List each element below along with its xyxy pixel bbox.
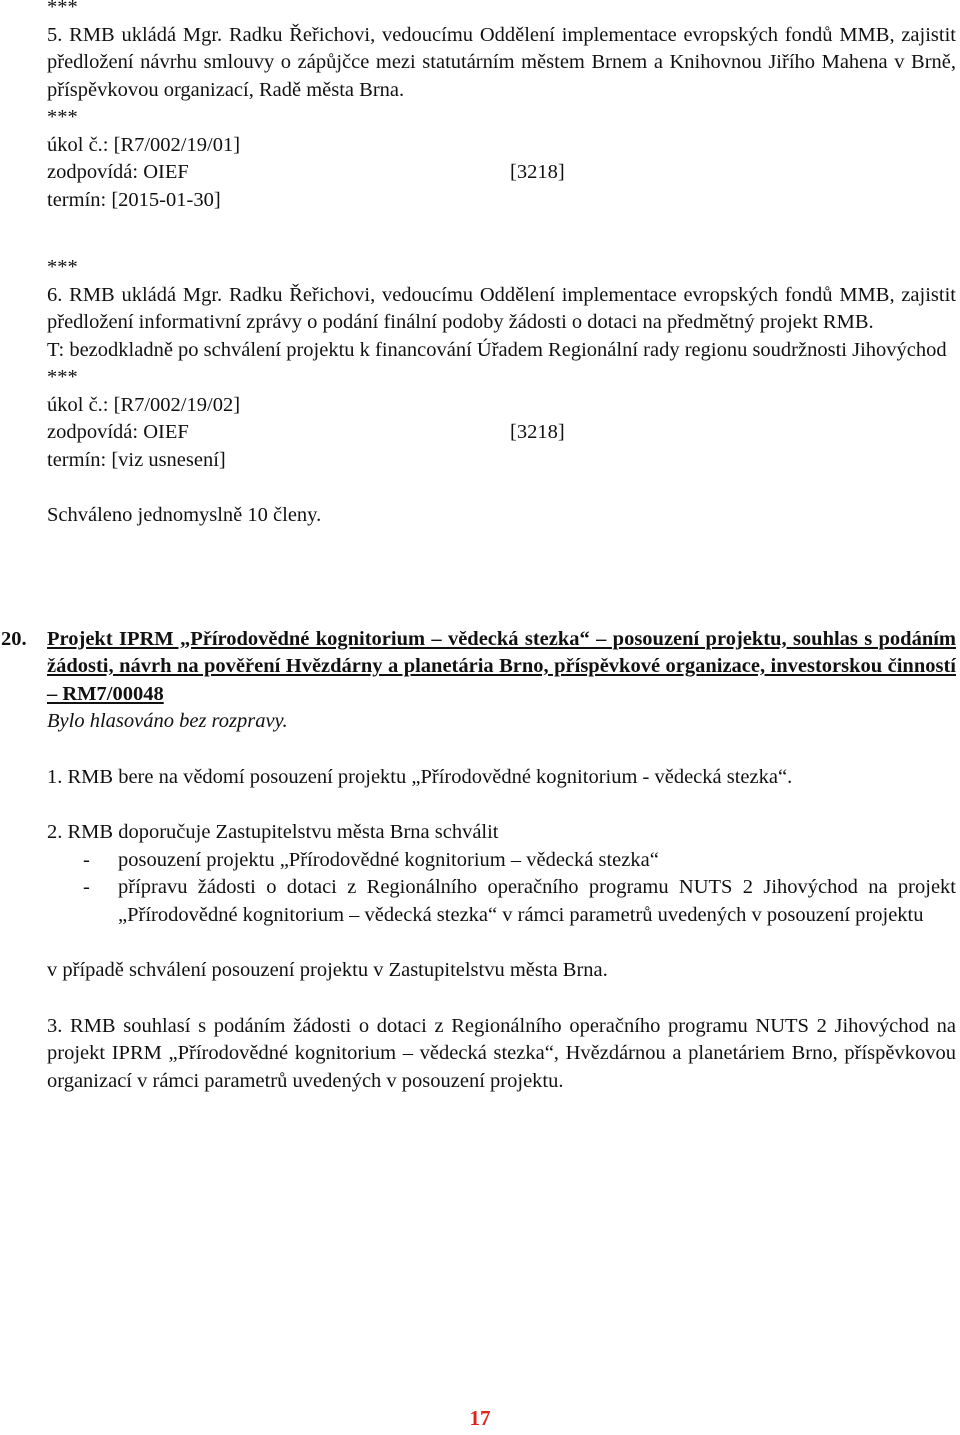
task-responsible: zodpovídá: OIEF: [47, 421, 189, 443]
resolution-condition: v případě schválení posouzení projektu v Zastupitelstvu města Brna.: [47, 959, 608, 981]
separator-stars: ***: [47, 106, 78, 128]
agenda-item-20: 20. Projekt IPRM „Přírodovědné kognitorium – vědecká stezka“ – posouzení projektu, souhlas s podáním žádosti, návrh na pověření Hvězdárny a planetária Brno, příspěvkové organizace, investorskou činností – RM7/00048: [47, 626, 956, 709]
separator-stars: ***: [47, 0, 78, 18]
separator-stars: ***: [47, 256, 78, 278]
task-deadline: termín: [2015-01-30]: [47, 188, 221, 211]
list-item: [83, 874, 956, 929]
task-responsible-row: [47, 159, 956, 187]
task-code: [3218]: [510, 161, 565, 183]
resolution-point-6: 6. RMB ukládá Mgr. Radku Řeřichovi, vedoucímu Oddělení implementace evropských fondů MMB, zajistit předložení informativní zprávy o podání finální podoby žádosti o dotaci na předmětný projekt RMB.: [47, 283, 956, 333]
list-item-text: posouzení projektu „Přírodovědné kognitorium – vědecká stezka“: [118, 848, 659, 871]
list-item-text: přípravu žádosti o dotaci z Regionálního operačního programu NUTS 2 Jihovýchod na projekt „Přírodovědné kognitorium – vědecká stezka“ v rámci parametrů uvedených v posouzení projektu: [118, 876, 956, 926]
resolution-point-3: 3. RMB souhlasí s podáním žádosti o dotaci z Regionálního operačního programu NUTS 2 Jihovýchod na projekt IPRM „Přírodovědné kognitorium – vědecká stezka“, Hvězdárnou a planetáriem Brno, příspěvkovou organizací v rámci parametrů uvedených v posouzení projektu.: [47, 1014, 956, 1092]
task-number: úkol č.: [R7/002/19/02]: [47, 393, 241, 416]
resolution-point-5: 5. RMB ukládá Mgr. Radku Řeřichovi, vedoucímu Oddělení implementace evropských fondů MMB, zajistit předložení návrhu smlouvy o zápůjčce mezi statutárním městem Brnem a Knihovnou Jiřího Mahena v Brně, příspěvkovou organizací, Radě města Brna.: [47, 23, 956, 101]
task-number: úkol č.: [R7/002/19/01]: [47, 133, 241, 156]
document-page: [1, 0, 956, 1095]
separator-stars: ***: [47, 366, 78, 388]
page-number: 17: [469, 1406, 491, 1430]
bullet-dash: -: [83, 876, 90, 898]
agenda-item-heading: Projekt IPRM „Přírodovědné kognitorium – vědecká stezka“ – posouzení projektu, souhlas s podáním žádosti, návrh na pověření Hvězdárny a planetária Brno, příspěvkové organizace, investorskou činností – RM7/00048: [47, 627, 956, 705]
list-item: [83, 847, 956, 875]
approval-note: Schváleno jednomyslně 10 členy.: [47, 504, 322, 526]
deadline-condition: T: bezodkladně po schválení projektu k financování Úřadem Regionální rady regionu soudržnosti Jihovýchod: [47, 338, 947, 361]
task-responsible: zodpovídá: OIEF: [47, 161, 189, 183]
task-responsible-row: [47, 419, 956, 447]
voting-note: Bylo hlasováno bez rozpravy.: [47, 710, 288, 732]
resolution-point-1: 1. RMB bere na vědomí posouzení projektu „Přírodovědné kognitorium - vědecká stezka“.: [47, 765, 793, 788]
resolution-point-2: 2. RMB doporučuje Zastupitelstvu města Brna schválit: [47, 821, 499, 843]
task-deadline: termín: [viz usnesení]: [47, 448, 226, 471]
bullet-dash: -: [83, 848, 90, 871]
task-code: [3218]: [510, 421, 565, 443]
